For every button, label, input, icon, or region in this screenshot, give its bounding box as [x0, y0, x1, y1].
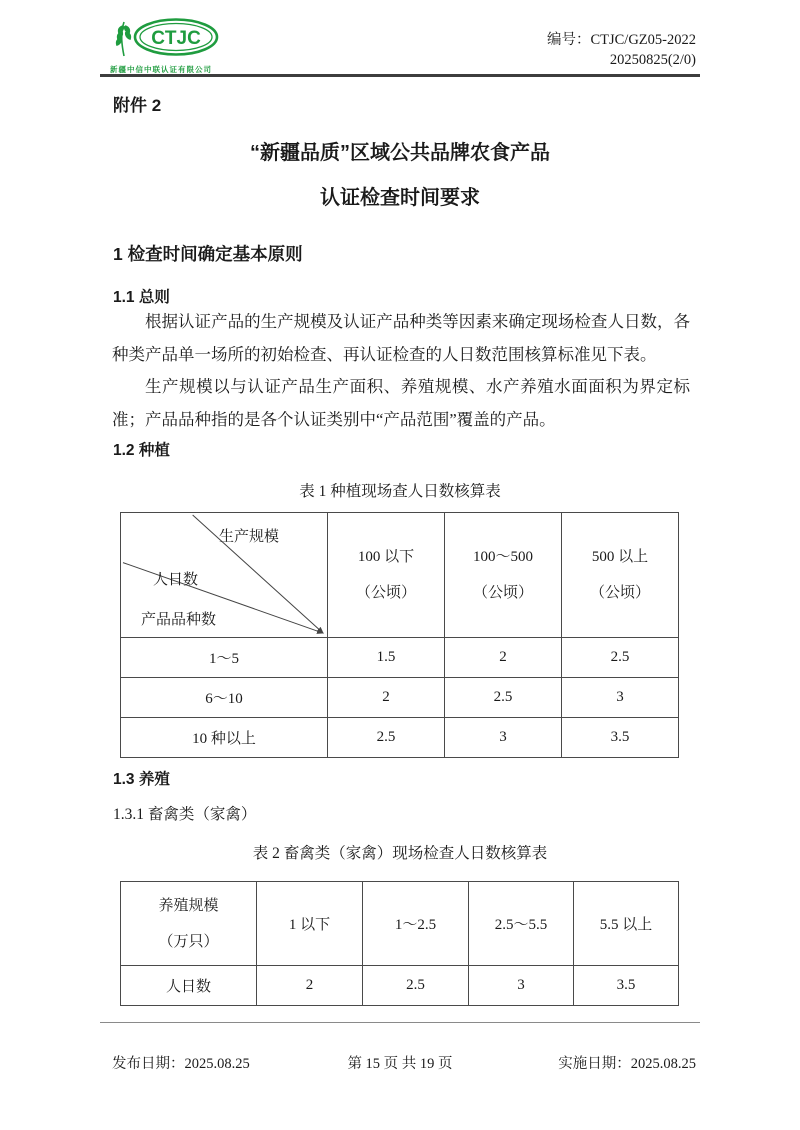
- row-header-scale-label: 养殖规模: [158, 897, 219, 914]
- row-label: 人日数: [121, 966, 257, 1006]
- column-header: [328, 513, 445, 638]
- cell-value: 3: [469, 966, 574, 1006]
- cell-value: 2.5: [363, 966, 469, 1006]
- column-header: 5.5 以上: [574, 882, 679, 966]
- section-1-3-1-heading: 1.3.1 畜禽类（家禽）: [113, 806, 257, 823]
- svg-text:CTJC: CTJC: [151, 28, 201, 49]
- column-header: 1～2.5: [363, 882, 469, 966]
- header-divider: [100, 74, 700, 77]
- column-header-range: 500 以上: [591, 549, 649, 565]
- table-row: [121, 513, 679, 638]
- document-number-line1: 编号：CTJC/GZ05-2022: [546, 32, 696, 48]
- document-number: [547, 30, 696, 70]
- column-header-unit: （公顷）: [472, 585, 533, 601]
- document-title-line1: “新疆品质”区域公共品牌农食产品: [250, 142, 550, 164]
- column-header-unit: （公顷）: [355, 585, 416, 601]
- ctjc-logo-icon: [110, 18, 228, 58]
- section-1-2-heading: 1.2 种植: [113, 442, 170, 459]
- cell-value: 1.5: [328, 638, 445, 678]
- paragraph-2: 生产规模以与认证产品生产面积、养殖规模、水产养殖水面面积为界定标准；产品品种指的是各个认证类别中“产品范围”覆盖的产品。: [112, 377, 690, 429]
- cell-value: 3: [445, 718, 562, 758]
- release-date: 发布日期：2025.08.25: [112, 1056, 250, 1072]
- table-row: [121, 966, 679, 1006]
- column-header: [562, 513, 679, 638]
- cell-value: 3.5: [574, 966, 679, 1006]
- cell-value: 2.5: [445, 678, 562, 718]
- table-1-caption: 表 1 种植现场查人日数核算表: [299, 483, 501, 500]
- column-header: 2.5～5.5: [469, 882, 574, 966]
- paragraph-1: 根据认证产品的生产规模及认证产品种类等因素来确定现场检查人日数，各种类产品单一场所的初始检查、再认证检查的人日数范围核算标准见下表。: [112, 312, 690, 364]
- cell-value: 2.5: [562, 638, 679, 678]
- section-1-1-heading: 1.1 总则: [113, 289, 170, 306]
- diagonal-label-scale: 生产规模: [219, 529, 280, 545]
- page-number: 第 15 页 共 19 页: [347, 1056, 453, 1072]
- cell-value: 2.5: [328, 718, 445, 758]
- row-label: 6～10: [121, 678, 328, 718]
- cell-value: 2: [328, 678, 445, 718]
- cell-value: 3.5: [562, 718, 679, 758]
- table-planting: [120, 512, 679, 758]
- column-header: [445, 513, 562, 638]
- row-label: 10 种以上: [121, 718, 328, 758]
- document-number-line2: 20250825(2/0): [609, 52, 696, 68]
- column-header-range: 100 以下: [357, 549, 415, 565]
- diagonal-label-varieties: 产品品种数: [141, 612, 217, 628]
- company-logo: [110, 18, 240, 75]
- column-header-unit: （公顷）: [589, 585, 650, 601]
- document-title-line2: 认证检查时间要求: [320, 187, 480, 209]
- table-row: [121, 678, 679, 718]
- row-label: 1～5: [121, 638, 328, 678]
- implementation-date: 实施日期：2025.08.25: [558, 1056, 696, 1072]
- table-2-caption: 表 2 畜禽类（家禽）现场检查人日数核算表: [252, 845, 548, 862]
- table-row: [121, 882, 679, 966]
- cell-value: 3: [562, 678, 679, 718]
- column-header-range: 100～500: [472, 549, 533, 565]
- section-1-heading: 1 检查时间确定基本原则: [113, 244, 303, 264]
- row-header-scale: [121, 882, 257, 966]
- diagonal-label-person-days: 人日数: [153, 572, 199, 588]
- cell-value: 2: [445, 638, 562, 678]
- row-header-scale-unit: （万只）: [158, 933, 219, 950]
- cell-value: 2: [257, 966, 363, 1006]
- company-name: 新疆中信中联认证有限公司: [110, 65, 212, 74]
- table-poultry: [120, 881, 679, 1006]
- diagonal-header-cell: [121, 513, 328, 638]
- section-1-3-heading: 1.3 养殖: [113, 771, 170, 788]
- table-row: [121, 638, 679, 678]
- column-header: 1 以下: [257, 882, 363, 966]
- footer-divider: [100, 1022, 700, 1023]
- attachment-label: 附件 2: [113, 96, 162, 115]
- table-row: [121, 718, 679, 758]
